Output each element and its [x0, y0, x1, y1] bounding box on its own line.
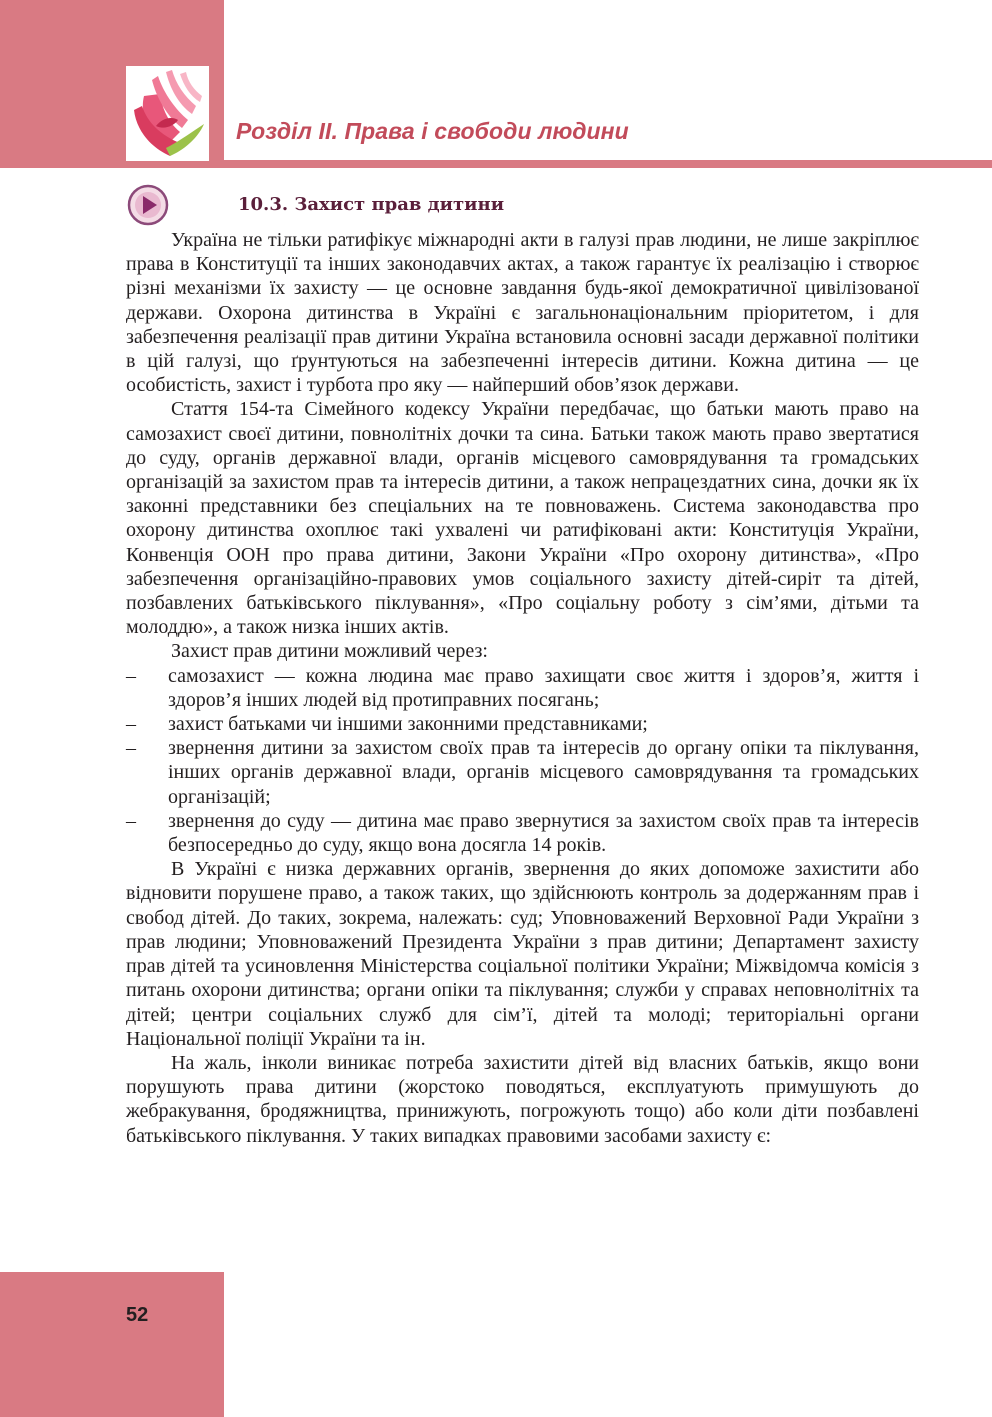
- protection-methods-list: [126, 664, 919, 858]
- list-item: [126, 712, 919, 736]
- dash-marker: –: [126, 664, 136, 687]
- paragraph: На жаль, інколи виникає потреба захистити дітей від власних батьків, якщо вони порушують права дитини (жорстоко поводяться, експлуатують примушують до жебракування, бродяжництва, принижують, погрожують тощо) або коли діти позбавлені батьківського піклування. У таких випадках правовими засобами захисту є:: [126, 1051, 919, 1147]
- paragraph: Україна не тільки ратифікує міжнародні акти в галузі прав людини, не лише закріплює права в Конституції та інших законодавчих актах, а також гарантує їх реалізацію і створює різні механізми їх захисту — це основне завдання будь-якої демократичної цивілізованої держави. Охорона дитинства в Україні є загальнонаціональним пріоритетом, і для забезпечення реалізації прав дитини Україна встановила основні засади державної політики в цій галузі, що ґрунтуються на забезпеченні інтересів дитини. Кожна дитина — це особистість, захист і турбота про яку — найперший обов’язок держави.: [126, 229, 919, 397]
- list-item-text: звернення до суду — дитина має право звернутися за захистом своїх прав та інтересів безпосередньо до суду, якщо вона досягла 14 років.: [168, 809, 919, 857]
- paragraph: Стаття 154-та Сімейного кодексу України передбачає, що батьки мають право на самозахист своєї дитини, повнолітніх дочки та сина. Батьки також мають право звертатися до суду, органів державної влади, органів місцевого самоврядування та громадських організацій за захистом прав та інтересів дитини, а також непрацездатних сина, дочки як їх законні представники без спеціальних на те повноважень. Система законодавства про охорону дитинства охоплює такі ухвалені чи ратифіковані акти: Конституція України, Конвенція ООН про права дитини, Закони України «Про охорону дитинства», «Про забезпечення організаційно-правових умов соціального захисту дітей-сиріт та дітей, позбавлених батьківського піклування», «Про соціальну роботу з сім’ями, дітьми та молоддю», а також низка інших актів.: [126, 398, 919, 639]
- dash-marker: –: [126, 809, 136, 832]
- dash-marker: –: [126, 713, 136, 736]
- paragraph: В Україні є низка державних органів, звернення до яких допоможе захистити або відновити порушене право, а також таких, що здійснюють контроль за додержанням прав і свобод дітей. До таких, зокрема, належать: суд; Уповноважений Верховної Ради України з прав людини; Уповноважений Президента України з прав дитини; Департамент захисту прав дітей та усиновлення Міністерства соціальної політики України; Міжвідомча комісія з питань охорони дитинства; органи опіки та піклування; служби у справах неповнолітніх та дітей; центри соціальних служб для сім’ї, дітей та молоді; територіальні органи Національної поліції України та ін.: [126, 858, 919, 1050]
- body-text: [126, 228, 919, 1148]
- hands-heart-icon: [126, 66, 209, 161]
- paragraph: Захист прав дитини можливий через:: [171, 640, 488, 663]
- dash-marker: –: [126, 737, 136, 760]
- list-item-text: звернення дитини за захистом своїх прав та інтересів до органу опіки та піклування, інших органів державної влади, органів місцевого самоврядування та громадських організацій;: [168, 737, 919, 808]
- section-title: 10.3. Захист прав дитини: [238, 194, 505, 215]
- play-icon[interactable]: [126, 183, 170, 232]
- list-item: [126, 809, 919, 857]
- list-item: [126, 736, 919, 809]
- header-rule: [224, 160, 992, 168]
- chapter-title: Розділ II. Права і свободи людини: [236, 118, 629, 144]
- footer-sidebar-band: [0, 1272, 224, 1417]
- list-item: [126, 664, 919, 712]
- list-item-text: самозахист — кожна людина має право захищати своє життя і здоров’я, життя і здоров’я інших людей від протиправних посягань;: [168, 664, 919, 711]
- page-number: 52: [126, 1304, 149, 1326]
- list-item-text: захист батьками чи іншими законними представниками;: [168, 713, 648, 736]
